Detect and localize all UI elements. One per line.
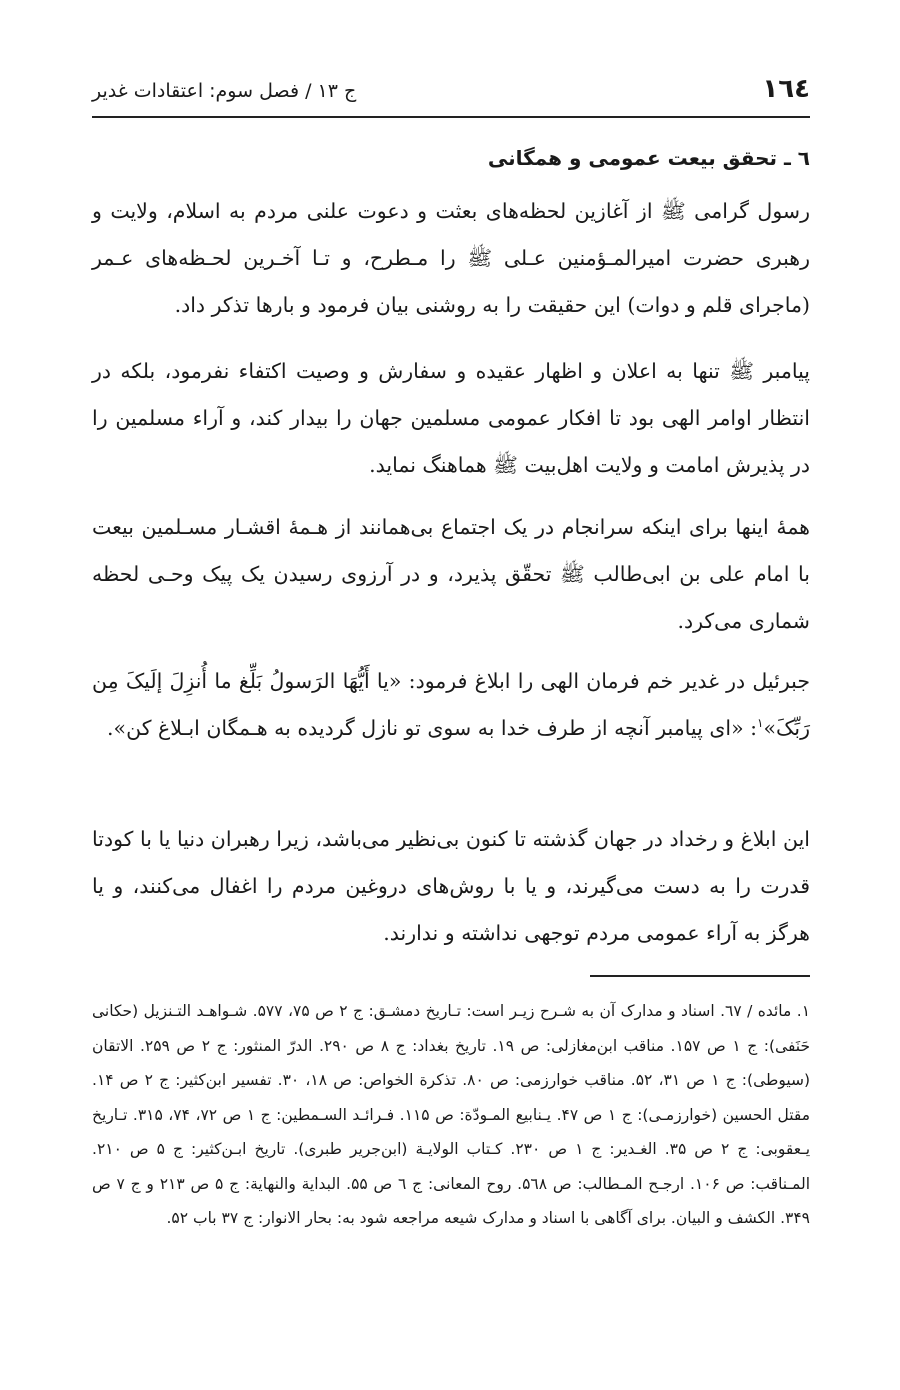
paragraph-1: رسول گرامی ﷺ از آغازین لحظه‌های بعثت و دعوت علنی مردم به اسلام، ولایت و رهبری حضرت امیرالمـؤمنین عـلی ﷺ را مـطرح، و تـا آخـرین لحـظه‌های عـمر (ماجرای قلم و دوات) این حقیقت را به روشنی بیان فرمود و بارها تذکر داد. (92, 199, 810, 317)
section-heading: ٦ ـ تحقق بیعت عمومی و همگانی (487, 146, 810, 170)
paragraph-4 (92, 658, 810, 752)
book-page (92, 0, 810, 1390)
footnote-marker[interactable]: ۱ (757, 716, 764, 731)
paragraph-2: پیامبر ﷺ تنها به اعلان و اظهار عقیده و سفارش و وصیت اکتفاء نفرمود، بلکه در انتظار اوامر الهی بود تا افکار عمومی مسلمین جهان را بیدار کند، و آراء مسلمین را در پذیرش امامت و ولایت اهل‌بیت ﷺ هماهنگ نماید. (92, 359, 810, 477)
paragraph-3: همهٔ اینها برای اینکه سرانجام در یک اجتماع بی‌همانند از هـمهٔ اقشـار مسـلمین بیعت با امام علی بن ابی‌طالب ﷺ تحقّق پذیرد، و در آرزوی رسیدن یک پیک وحـی لحظه شماری می‌کرد. (92, 515, 810, 633)
page-header (92, 70, 810, 118)
paragraph-5: این ابلاغ و رخداد در جهان گذشته تا کنون بی‌نظیر می‌باشد، زیرا رهبران دنیا یا با کودتا قدرت را به دست می‌گیرند، و یا با روش‌های دروغین مردم را اغفال می‌کنند، و یا هرگز به آراء عمومی مردم توجهی نداشته و ندارند. (92, 827, 810, 945)
running-title: ج ۱۳ / فصل سوم: اعتقادات غدیر (92, 80, 357, 102)
quote-translation: : «ای پیامبر آنچه از طرف خدا به سوی تو نازل گردیده به هـمگان ابـلاغ کن». (107, 716, 758, 740)
footnote-divider (590, 975, 810, 977)
page-number: ۱٦٤ (762, 74, 810, 104)
footnote: ۱. مائده / ٦۷. اسناد و مدارک آن به شـرح زیـر است: تـاریخ دمشـق: ج ۲ ص ۷۵، ۵۷۷. شـواهـد التـنزیل (حکانی حَنَفی): ج ۱ ص ۱۵۷. مناقب ابن‌مغازلی: ص ۱۹. تاریخ بغداد: ج ۸ ص ۲۹۰. الدرّ المنثور: ج ۲ ص ۲۵۹. الاتقان (سیوطی): ج ۱ ص ۳۱، ۵۲. مناقب خوارزمی: ص ۸۰. تذکرة الخواص: ص ۱۸، ۳۰. تفسیر ابن‌کثیر: ج ۲ ص ۱۴. مقتل الحسین (خوارزمـی): ج ۱ ص ۴۷. یـنابیع المـودّة: ص ۱۱۵. فـرائـد السـمطین: ج ۱ ص ۷۲، ۷۴، ۳۱۵. تـاریخ یـعقوبی: ج ۲ ص ۳۵. الغـدیر: ج ۱ ص ۲۳۰. کـتاب الولایـة (ابن‌جریر طبری). تاریخ ابـن‌کثیر: ج ۵ ص ۲۱۰. المـناقب: ص ۱۰۶. ارجـح المـطالب: ص ۵٦۸. روح المعانی: ج ٦ ص ۵۵. البدایة والنهایة: ج ۵ ص ۲۱۳ و ج ۷ ص ۳۴۹. الکشف و البیان. برای آگاهی با اسناد و مدارک شیعه مراجعه شود به: بحار الانوار: ج ۳۷ باب ۵۲. (92, 1002, 811, 1227)
quran-quote: جبرئیل در غدیر خم فرمان الهی را ابلاغ فرمود: «یا أَیُّهَا الرَسولُ بَلِّغ ما أُنزِلَ إلَیکَ مِن رَبِّکَ» (92, 669, 810, 740)
